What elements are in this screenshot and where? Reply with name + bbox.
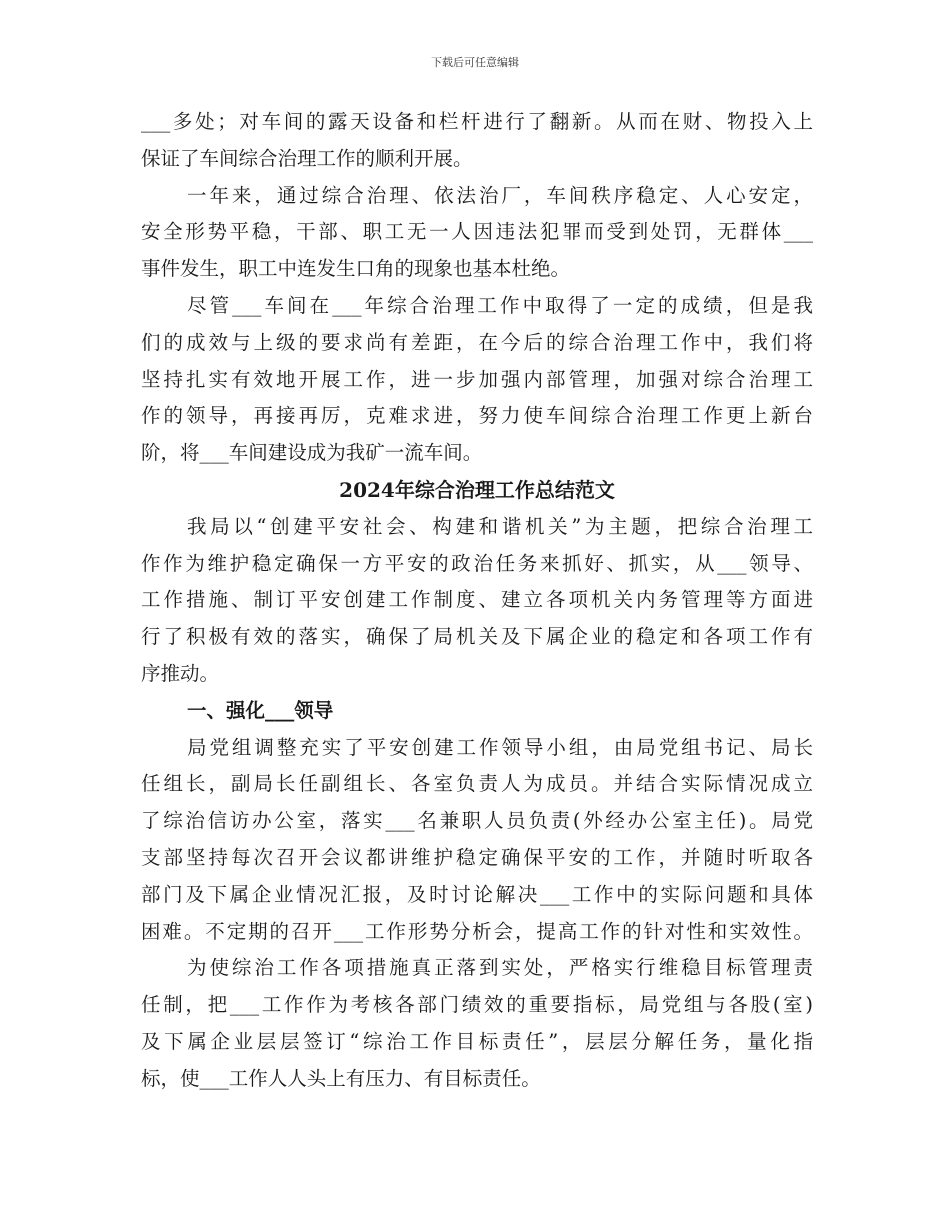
- paragraph-line: 支部坚持每次召开会议都讲维护稳定确保平安的工作，并随时听取各: [141, 845, 813, 869]
- paragraph-line: 阶，将___车间建设成为我矿一流车间。: [141, 441, 483, 465]
- paragraph-line: 坚持扎实有效地开展工作，进一步加强内部管理，加强对综合治理工: [141, 367, 813, 391]
- paragraph-line: 行了积极有效的落实，确保了局机关及下属企业的稳定和各项工作有: [141, 625, 813, 649]
- paragraph-line: 工作措施、制订平安创建工作制度、建立各项机关内务管理等方面进: [141, 588, 813, 612]
- paragraph-line: 困难。不定期的召开___工作形势分析会，提高工作的针对性和实效性。: [141, 919, 813, 943]
- paragraph-line: 作的领导，再接再厉，克难求进，努力使车间综合治理工作更上新台: [141, 404, 813, 428]
- sub-heading: 一、强化___领导: [187, 698, 334, 722]
- paragraph-line: 了综治信访办公室，落实___名兼职人员负责(外经办公室主任)。局党: [141, 809, 813, 833]
- paragraph-line: ___多处；对车间的露天设备和栏杆进行了翻新。从而在财、物投入上: [141, 110, 813, 133]
- paragraph-line: 安全形势平稳，干部、职工无一人因违法犯罪而受到处罚，无群体___: [141, 220, 813, 244]
- paragraph-line: 序推动。: [141, 661, 220, 685]
- paragraph-line: 们的成效与上级的要求尚有差距，在今后的综合治理工作中，我们将: [141, 330, 813, 354]
- paragraph-line: 一年来，通过综合治理、依法治厂，车间秩序稳定、人心安定，: [187, 183, 813, 207]
- paragraph-line: 任制，把___工作作为考核各部门绩效的重要指标，局党组与各股(室): [141, 993, 813, 1017]
- paragraph-line: 部门及下属企业情况汇报，及时讨论解决___工作中的实际问题和具体: [141, 882, 813, 906]
- paragraph-line: 任组长，副局长任副组长、各室负责人为成员。并结合实际情况成立: [141, 772, 813, 796]
- section-title: 2024年综合治理工作总结范文: [339, 477, 615, 502]
- paragraph-line: 为使综治工作各项措施真正落到实处，严格实行维稳目标管理责: [187, 956, 813, 980]
- paragraph-line: 保证了车间综合治理工作的顺利开展。: [141, 146, 473, 170]
- document-body: [141, 104, 813, 1098]
- paragraph-line: 作作为维护稳定确保一方平安的政治任务来抓好、抓实，从___领导、: [141, 551, 813, 575]
- paragraph-line: 局党组调整充实了平安创建工作领导小组，由局党组书记、局长: [187, 735, 813, 759]
- paragraph-line: 事件发生，职工中连发生口角的现象也基本杜绝。: [141, 257, 571, 281]
- page-header: 下载后可任意编辑: [431, 56, 519, 69]
- paragraph-line: 我局以“创建平安社会、构建和谐机关”为主题，把综合治理工: [187, 514, 813, 538]
- paragraph-line: 尽管___车间在___年综合治理工作中取得了一定的成绩，但是我: [187, 293, 813, 317]
- paragraph-line: 标，使___工作人人头上有压力、有目标责任。: [141, 1066, 541, 1090]
- paragraph-line: 及下属企业层层签订“综治工作目标责任”，层层分解任务，量化指: [141, 1029, 813, 1053]
